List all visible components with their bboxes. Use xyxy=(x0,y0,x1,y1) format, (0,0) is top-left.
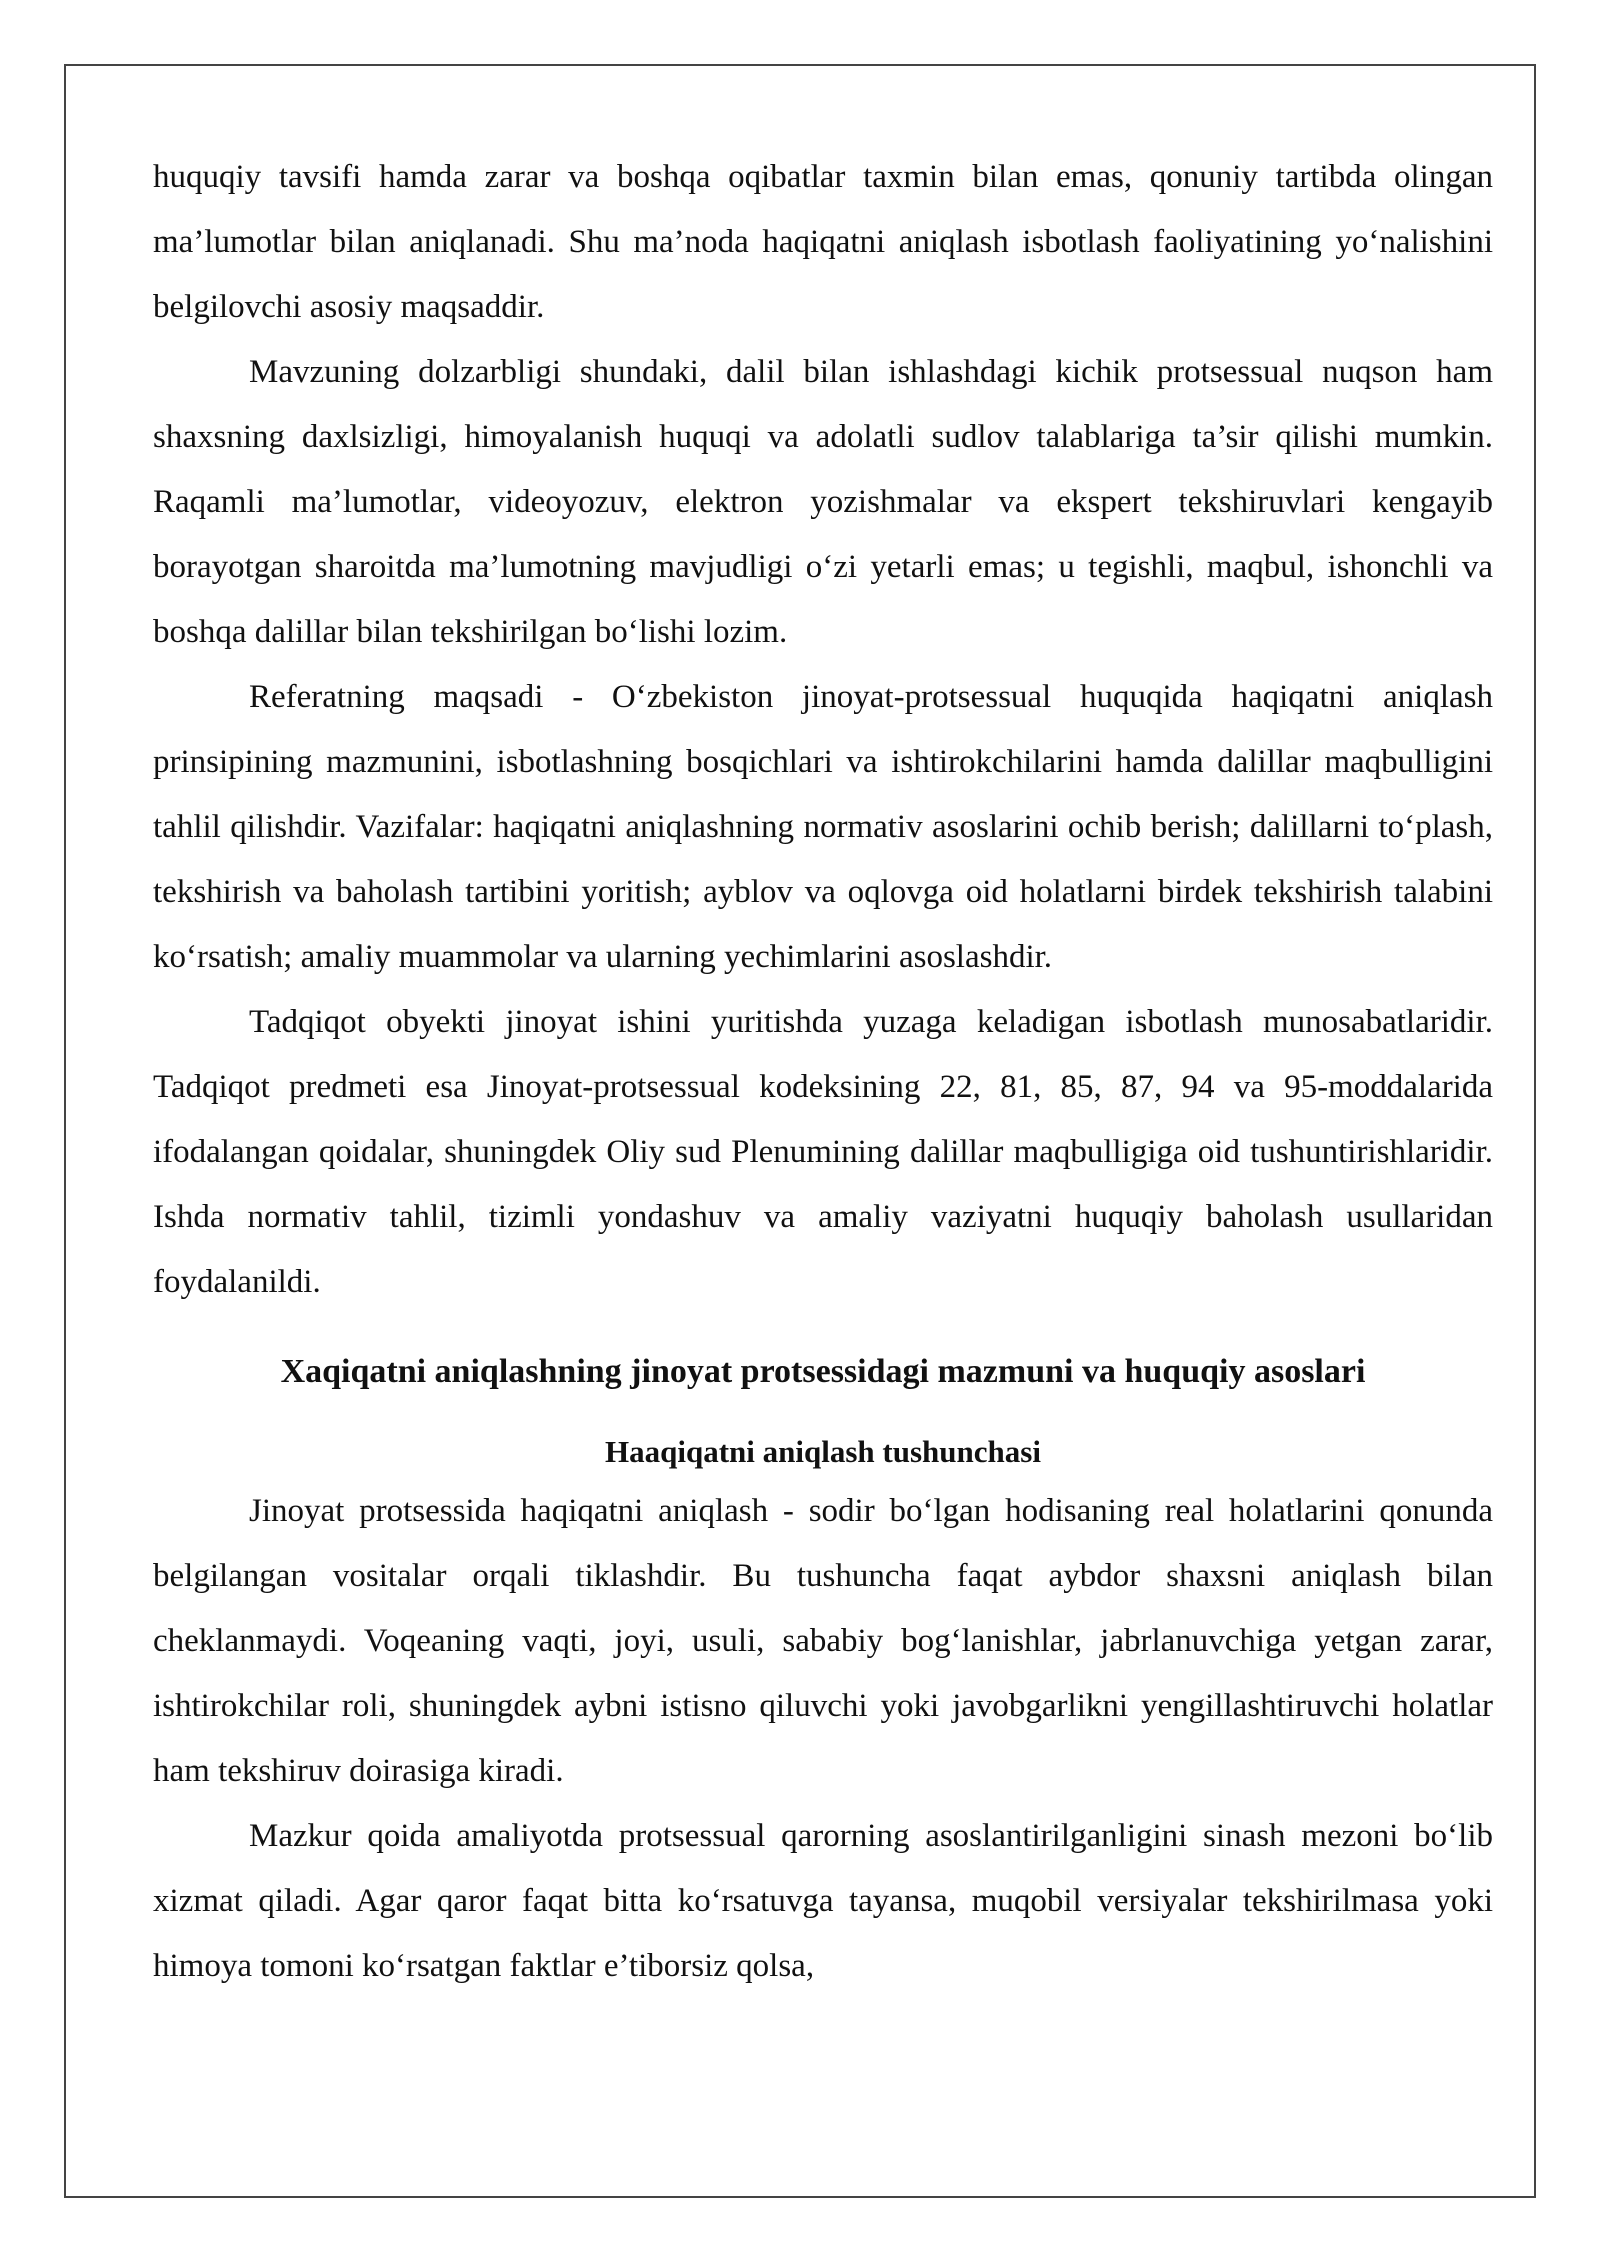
paragraph-continuation: huquqiy tavsifi hamda zarar va boshqa oqibatlar taxmin bilan emas, qonuniy tartibda olingan ma’lumotlar bilan aniqlanadi. Shu ma’noda haqiqatni aniqlash isbotlash faoliyatining yo‘nalishini belgilovchi asosiy maqsaddir. xyxy=(153,159,1493,325)
paragraph-definition: Jinoyat protsessida haqiqatni aniqlash - sodir bo‘lgan hodisaning real holatlarini qonunda belgilangan vositalar orqali tiklashdir. Bu tushuncha faqat aybdor shaxsni aniqlash bilan cheklanmaydi. Voqeaning vaqti, joyi, usuli, sababiy bog‘lanishlar, jabrlanuvchiga yetgan zarar, ishtirokchilar roli, shuningdek aybni istisno qiluvchi yoki javobgarlikni yengillashtiruvchi holatlar ham tekshiruv doirasiga kiradi. xyxy=(153,1493,1493,1789)
section-heading: Xaqiqatni aniqlashning jinoyat protsessidagi mazmuni va huquqiy asoslari xyxy=(280,1353,1366,1390)
subsection-heading: Haaqiqatni aniqlash tushunchasi xyxy=(605,1434,1041,1469)
paragraph-research-object: Tadqiqot obyekti jinoyat ishini yuritishda yuzaga keladigan isbotlash munosabatlaridir. Tadqiqot predmeti esa Jinoyat-protsessual kodeksining 22, 81, 85, 87, 94 va 95-moddalarida ifodalangan qoidalar, shuningdek Oliy sud Plenumining dalillar maqbulligiga oid tushuntirishlaridir. Ishda normativ tahlil, tizimli yondashuv va amaliy vaziyatni huquqiy baholash usullaridan foydalanildi. xyxy=(153,1004,1493,1300)
paragraph-goal: Referatning maqsadi - O‘zbekiston jinoyat-protsessual huquqida haqiqatni aniqlash prinsipining mazmunini, isbotlashning bosqichlari va ishtirokchilarini hamda dalillar maqbulligini tahlil qilishdir. Vazifalar: haqiqatni aniqlashning normativ asoslarini ochib berish; dalillarni to‘plash, tekshirish va baholash tartibini yoritish; ayblov va oqlovga oid holatlarni birdek tekshirish talabini ko‘rsatish; amaliy muammolar va ularning yechimlarini asoslashdir. xyxy=(153,679,1493,975)
page-content xyxy=(153,145,1493,1999)
paragraph-relevance: Mavzuning dolzarbligi shundaki, dalil bilan ishlashdagi kichik protsessual nuqson ham shaxsning daxlsizligi, himoyalanish huquqi va adolatli sudlov talablariga ta’sir qilishi mumkin. Raqamli ma’lumotlar, videoyozuv, elektron yozishmalar va ekspert tekshiruvlari kengayib borayotgan sharoitda ma’lumotning mavjudligi o‘zi yetarli emas; u tegishli, maqbul, ishonchli va boshqa dalillar bilan tekshirilgan bo‘lishi lozim. xyxy=(153,354,1493,650)
paragraph-practice: Mazkur qoida amaliyotda protsessual qarorning asoslantirilganligini sinash mezoni bo‘lib xizmat qiladi. Agar qaror faqat bitta ko‘rsatuvga tayansa, muqobil versiyalar tekshirilmasa yoki himoya tomoni ko‘rsatgan faktlar e’tiborsiz qolsa, xyxy=(153,1818,1493,1984)
